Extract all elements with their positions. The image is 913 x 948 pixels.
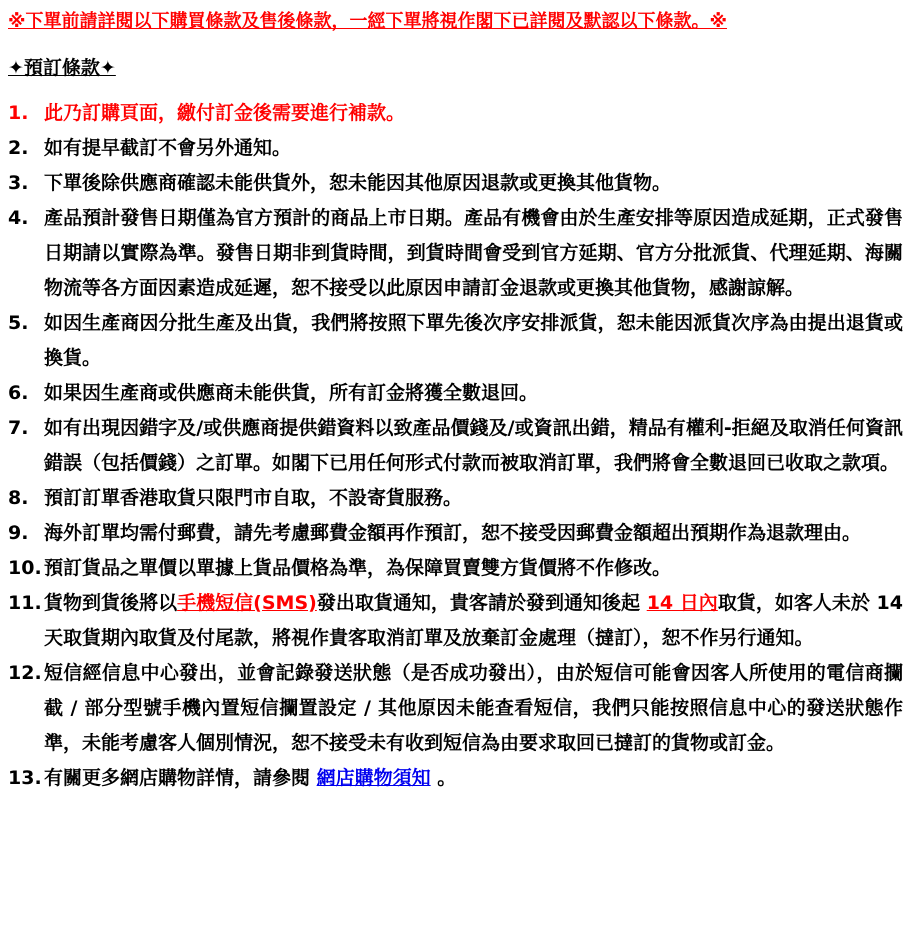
term-text-segment: 產品預計發售日期僅為官方預計的商品上市日期。產品有機會由於生產安排等原因造成延期，正式發售日期請以實際為準。發售日期非到貨時間，到貨時間會受到官方延期、官方分批派貨、代理延期、海關物流等各方面因素造成延遲，恕不接受以此原因申請訂金退款或更換其他貨物，感謝諒解。 [44,207,903,299]
list-item [8,166,903,201]
term-text-segment: 如有提早截訂不會另外通知。 [44,137,292,159]
term-number: 12. [8,662,42,684]
term-text [44,166,903,201]
term-text [44,516,903,551]
shop-notice-link[interactable]: 網店購物須知 [316,767,431,789]
list-item [8,411,903,481]
term-text [44,761,903,796]
list-item [8,516,903,551]
term-number: 7. [8,417,29,439]
terms-list [8,96,903,796]
list-item [8,131,903,166]
term-text [44,551,903,586]
term-text [44,411,903,481]
term-text [44,656,903,761]
term-number: 4. [8,207,29,229]
page-title: ※下單前請詳閱以下購買條款及售後條款，一經下單將視作閣下已詳閱及默認以下條款。※ [8,11,727,32]
term-text-segment: 發出取貨通知，貴客請於發到通知後起 [316,592,647,614]
term-text [44,306,903,376]
term-text [44,376,903,411]
term-text-segment: 下單後除供應商確認未能供貨外，恕未能因其他原因退款或更換其他貨物。 [44,172,672,194]
term-text-segment: 如因生產商因分批生產及出貨，我們將按照下單先後次序安排派貨，恕未能因派貨次序為由提出退貨或換貨。 [44,312,903,369]
list-item [8,586,903,656]
term-text-segment: 如有出現因錯字及/或供應商提供錯資料以致產品價錢及/或資訊出錯，精品有權利-拒絕及取消任何資訊錯誤（包括價錢）之訂單。如閣下已用任何形式付款而被取消訂單，我們將會全數退回已收取之款項。 [44,417,903,474]
list-item [8,656,903,761]
term-text [44,96,903,131]
term-number: 10. [8,557,42,579]
term-number: 6. [8,382,29,404]
term-text-segment: 。 [430,767,457,789]
term-text-segment: 貨物到貨後將以 [44,592,178,614]
term-number: 13. [8,767,42,789]
list-item [8,761,903,796]
term-text-segment: 取貨，如客人未於 14 天取貨期內取貨及付尾款，將視作貴客取消訂單及放棄訂金處理（撻訂），恕不作另行通知。 [44,592,903,649]
list-item [8,201,903,306]
term-number: 2. [8,137,29,159]
term-text [44,131,903,166]
list-item [8,551,903,586]
term-number: 1. [8,102,29,124]
pickup-deadline-link[interactable]: 14 日內 [646,592,718,614]
term-number: 5. [8,312,29,334]
list-item [8,96,903,131]
term-text-segment: 海外訂單均需付郵費，請先考慮郵費金額再作預訂，恕不接受因郵費金額超出預期作為退款理由。 [44,522,862,544]
term-text [44,481,903,516]
list-item [8,376,903,411]
term-text-segment: 如果因生產商或供應商未能供貨，所有訂金將獲全數退回。 [44,382,539,404]
term-text-segment: 短信經信息中心發出，並會記錄發送狀態（是否成功發出），由於短信可能會因客人所使用的電信商攔截 / 部分型號手機內置短信攔置設定 / 其他原因未能查看短信，我們只能按照信息中心的發送狀態作準，未能考慮客人個別情況，恕不接受未有收到短信為由要求取回已撻訂的貨物或訂金。 [44,662,903,754]
term-number: 9. [8,522,29,544]
term-text [44,201,903,306]
term-number: 3. [8,172,29,194]
term-text-segment: 此乃訂購頁面，繳付訂金後需要進行補款。 [44,102,406,124]
list-item [8,306,903,376]
term-text-segment: 預訂訂單香港取貨只限門市自取，不設寄貨服務。 [44,487,463,509]
term-number: 11. [8,592,42,614]
term-text-segment: 預訂貨品之單價以單據上貨品價格為準，為保障買賣雙方貨價將不作修改。 [44,557,672,579]
term-number: 8. [8,487,29,509]
term-text-segment: 有關更多網店購物詳情，請參閱 [44,767,317,789]
sms-notice-link[interactable]: 手機短信(SMS) [177,592,317,614]
term-text [44,586,903,656]
list-item [8,481,903,516]
section-header-preorder-terms: ✦預訂條款✦ [8,57,116,79]
